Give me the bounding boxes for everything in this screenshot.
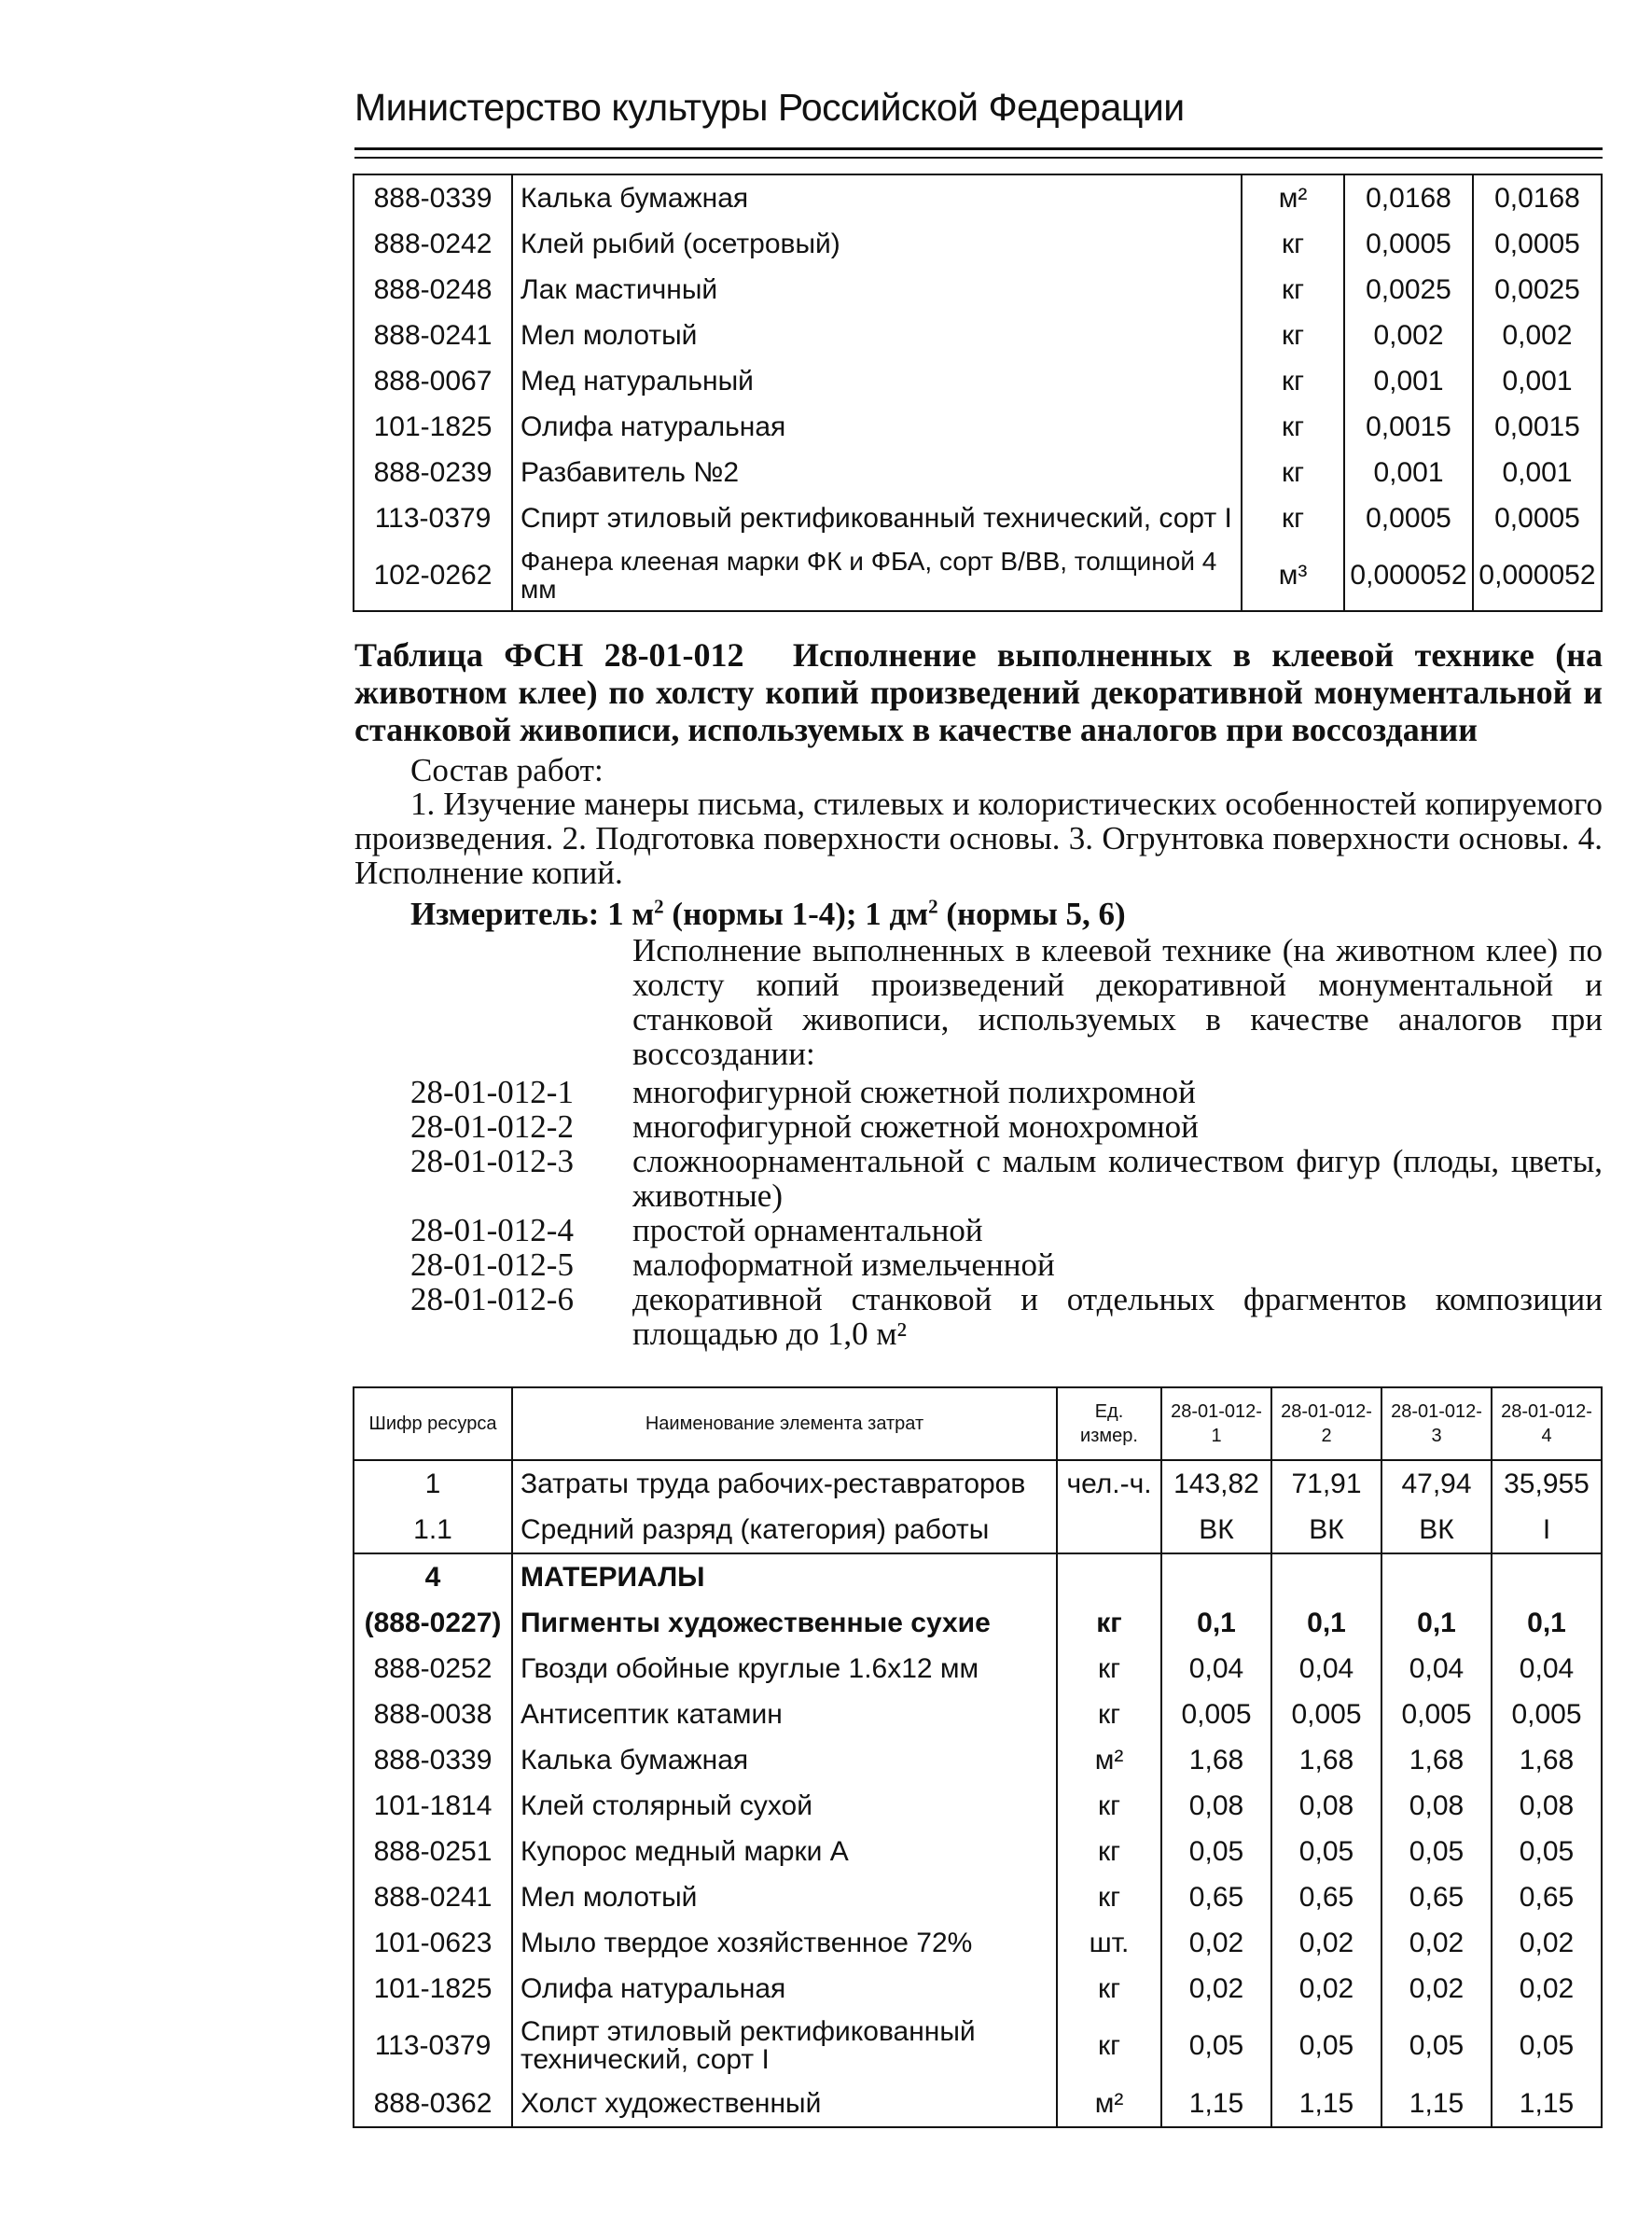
- table-row: [354, 2081, 1602, 2127]
- norm-code: 28-01-012-1: [410, 1074, 574, 1110]
- resource-code: 888-0339: [354, 1737, 512, 1783]
- norm-description: многофигурной сюжетной монохромной: [632, 1108, 1199, 1145]
- norm-code: 28-01-012-2: [410, 1108, 574, 1145]
- resource-name: Фанера клееная марки ФК и ФБА, сорт В/ВВ, толщиной 4 мм: [512, 541, 1242, 611]
- resource-name: Мыло твердое хозяйственное 72%: [512, 1920, 1057, 1966]
- header-code: Шифр ресурса: [354, 1387, 512, 1460]
- resource-unit: кг: [1057, 1600, 1161, 1646]
- meter-sup: 2: [928, 895, 938, 918]
- resource-name: Затраты труда рабочих-реставраторов: [512, 1460, 1057, 1507]
- resource-unit: кг: [1057, 2012, 1161, 2081]
- norm-value: 0,05: [1271, 1829, 1381, 1874]
- norm-value: 0,02: [1381, 1920, 1492, 1966]
- table-row: [354, 1966, 1602, 2012]
- list-item: [410, 1075, 1603, 1109]
- norm-code: 28-01-012-5: [410, 1246, 574, 1283]
- meter-end: (нормы 5, 6): [937, 896, 1126, 932]
- norm-value: 0,0168: [1473, 174, 1602, 221]
- norm-value: ВК: [1161, 1507, 1271, 1553]
- norm-value: 1,68: [1492, 1737, 1602, 1783]
- norm-value: 0,001: [1344, 358, 1473, 404]
- running-header: Министерство культуры Российской Федерации: [354, 86, 1185, 129]
- norm-value: 0,05: [1381, 2012, 1492, 2081]
- norm-value: 0,0015: [1344, 404, 1473, 450]
- resource-name: Клей рыбий (осетровый): [512, 221, 1242, 267]
- resource-unit: кг: [1057, 1966, 1161, 2012]
- resource-unit: м²: [1242, 174, 1344, 221]
- resource-name: Пигменты художественные сухие: [512, 1600, 1057, 1646]
- list-item: [410, 1144, 1603, 1213]
- norm-value: I: [1492, 1507, 1602, 1553]
- resource-unit: м²: [1057, 1737, 1161, 1783]
- norm-value: 0,65: [1492, 1874, 1602, 1920]
- norm-value: ВК: [1271, 1507, 1381, 1553]
- norm-code: 28-01-012-4: [410, 1212, 574, 1248]
- norm-value: 0,08: [1161, 1783, 1271, 1829]
- resource-unit: кг: [1057, 1783, 1161, 1829]
- norm-value: 0,04: [1492, 1646, 1602, 1692]
- norm-value: 0,04: [1271, 1646, 1381, 1692]
- header-name: Наименование элемента затрат: [512, 1387, 1057, 1460]
- resource-unit: чел.-ч.: [1057, 1460, 1161, 1507]
- meter-mid: (нормы 1-4); 1 дм: [663, 896, 929, 932]
- table-row: [354, 1874, 1602, 1920]
- resource-name: Спирт этиловый ректификованный технический, сорт I: [512, 495, 1242, 541]
- resource-name: Холст художественный: [512, 2081, 1057, 2127]
- resource-name: Калька бумажная: [512, 1737, 1057, 1783]
- resource-code: 888-0038: [354, 1692, 512, 1737]
- norm-value: 0,1: [1271, 1600, 1381, 1646]
- norm-value: 0,005: [1161, 1692, 1271, 1737]
- table-row: [354, 450, 1602, 495]
- resource-unit: м²: [1057, 2081, 1161, 2127]
- resource-name: Лак мастичный: [512, 267, 1242, 313]
- norm-value: 1,68: [1271, 1737, 1381, 1783]
- table-row: [354, 2012, 1602, 2081]
- resource-name: Антисептик катамин: [512, 1692, 1057, 1737]
- resource-code: 113-0379: [354, 495, 512, 541]
- resource-unit: кг: [1057, 1829, 1161, 1874]
- norm-value: 71,91: [1271, 1460, 1381, 1507]
- norm-value: 0,1: [1492, 1600, 1602, 1646]
- resource-code: (888-0227): [354, 1600, 512, 1646]
- norm-value: 0,0025: [1344, 267, 1473, 313]
- resource-code: 102-0262: [354, 541, 512, 611]
- norm-value: 1,68: [1161, 1737, 1271, 1783]
- resource-name: Мел молотый: [512, 1874, 1057, 1920]
- header-norm-4: 28-01-012-4: [1492, 1387, 1602, 1460]
- norms-intro: Исполнение выполненных в клеевой технике (на животном клее) по холсту копий произведений декоративной монументальной и станковой живописи, используемых в качестве аналогов при воссоздании:: [632, 932, 1603, 1072]
- table-number: Таблица ФСН 28-01-012: [354, 636, 744, 674]
- resource-unit: кг: [1242, 267, 1344, 313]
- resource-code: 888-0241: [354, 313, 512, 358]
- norm-value: 0,08: [1381, 1783, 1492, 1829]
- norm-value: 1,15: [1381, 2081, 1492, 2127]
- resource-unit: кг: [1057, 1646, 1161, 1692]
- norm-value: 0,05: [1492, 2012, 1602, 2081]
- norm-value: 0,02: [1161, 1966, 1271, 2012]
- norm-list: [410, 1075, 1603, 1351]
- norm-description: декоративной станковой и отдельных фрагментов композиции площадью до 1,0 м²: [632, 1281, 1603, 1352]
- norm-value: 0,02: [1161, 1920, 1271, 1966]
- norm-value: 0,02: [1492, 1920, 1602, 1966]
- table-row: [354, 1737, 1602, 1783]
- norm-value: 0,65: [1381, 1874, 1492, 1920]
- resource-unit: кг: [1242, 495, 1344, 541]
- resource-code: 888-0241: [354, 1874, 512, 1920]
- resource-code: 1: [354, 1460, 512, 1507]
- resource-code: 113-0379: [354, 2012, 512, 2081]
- table-title: Исполнение выполненных в клеевой технике (на животном клее) по холсту копий произведений декоративной монументальной и станковой живописи, используемых в качестве аналогов при воссоздании: [354, 636, 1603, 748]
- table-row: [354, 495, 1602, 541]
- norm-value: 0,000052: [1473, 541, 1602, 611]
- resource-unit: кг: [1242, 358, 1344, 404]
- norm-value: 0,005: [1271, 1692, 1381, 1737]
- table-row: [354, 1692, 1602, 1737]
- resource-code: 888-0242: [354, 221, 512, 267]
- norm-description: простой орнаментальной: [632, 1212, 983, 1248]
- norm-value: 0,002: [1473, 313, 1602, 358]
- table-row: [354, 1646, 1602, 1692]
- resource-unit: [1057, 1507, 1161, 1553]
- norm-value: 0,0025: [1473, 267, 1602, 313]
- resource-code: 888-0252: [354, 1646, 512, 1692]
- table-caption: [354, 636, 1603, 748]
- table-row: [354, 1920, 1602, 1966]
- table-row: [354, 404, 1602, 450]
- table-row: [354, 313, 1602, 358]
- table-row: [354, 1783, 1602, 1829]
- resource-code: 888-0239: [354, 450, 512, 495]
- table-row: [354, 1600, 1602, 1646]
- norm-value: 0,05: [1381, 1829, 1492, 1874]
- table-row: [354, 1460, 1602, 1507]
- norm-value: 143,82: [1161, 1460, 1271, 1507]
- norm-value: 0,65: [1271, 1874, 1381, 1920]
- resource-code: 101-0623: [354, 1920, 512, 1966]
- norm-value: 0,05: [1161, 1829, 1271, 1874]
- table-header-row: [354, 1387, 1602, 1460]
- resource-name: Разбавитель №2: [512, 450, 1242, 495]
- meter-sup: 2: [654, 895, 664, 918]
- resource-code: 101-1814: [354, 1783, 512, 1829]
- list-item: [410, 1282, 1603, 1351]
- header-rule: [354, 147, 1603, 150]
- norm-description: многофигурной сюжетной полихромной: [632, 1074, 1196, 1110]
- norm-code: 28-01-012-3: [410, 1143, 574, 1179]
- resource-unit: [1057, 1553, 1161, 1600]
- norm-value: 0,65: [1161, 1874, 1271, 1920]
- norm-value: 0,04: [1381, 1646, 1492, 1692]
- resource-code: 888-0248: [354, 267, 512, 313]
- resource-name: МАТЕРИАЛЫ: [512, 1553, 1057, 1600]
- norm-value: 0,0168: [1344, 174, 1473, 221]
- norm-value: 0,1: [1161, 1600, 1271, 1646]
- norm-value: 0,08: [1492, 1783, 1602, 1829]
- norm-value: 0,05: [1161, 2012, 1271, 2081]
- composition-label: Состав работ:: [410, 752, 604, 788]
- norm-value: 1,15: [1161, 2081, 1271, 2127]
- norm-value: 0,0015: [1473, 404, 1602, 450]
- norm-value: ВК: [1381, 1507, 1492, 1553]
- norm-value: 0,0005: [1344, 221, 1473, 267]
- list-item: [410, 1247, 1603, 1282]
- norm-value: 1,15: [1492, 2081, 1602, 2127]
- norm-value: 0,0005: [1473, 495, 1602, 541]
- norm-value: 0,02: [1381, 1966, 1492, 2012]
- resource-name: Средний разряд (категория) работы: [512, 1507, 1057, 1553]
- norm-value: 1,68: [1381, 1737, 1492, 1783]
- resource-code: 101-1825: [354, 404, 512, 450]
- resource-name: Олифа натуральная: [512, 1966, 1057, 2012]
- resource-name: Олифа натуральная: [512, 404, 1242, 450]
- norm-description: сложноорнаментальной с малым количеством фигур (плоды, цветы, животные): [632, 1143, 1603, 1214]
- header-norm-2: 28-01-012-2: [1271, 1387, 1381, 1460]
- resource-code: 1.1: [354, 1507, 512, 1553]
- header-norm-3: 28-01-012-3: [1381, 1387, 1492, 1460]
- resource-name: Купорос медный марки А: [512, 1829, 1057, 1874]
- resource-code: 888-0067: [354, 358, 512, 404]
- norm-value: 0,05: [1492, 1829, 1602, 1874]
- norm-value: 47,94: [1381, 1460, 1492, 1507]
- norm-value: 0,05: [1271, 2012, 1381, 2081]
- resource-name: Спирт этиловый ректификованный технический, сорт I: [512, 2012, 1057, 2081]
- norm-value: 0,0005: [1344, 495, 1473, 541]
- resource-code: 888-0251: [354, 1829, 512, 1874]
- list-item: [410, 1109, 1603, 1144]
- resource-unit: кг: [1057, 1692, 1161, 1737]
- composition-text: 1. Изучение манеры письма, стилевых и колористических особенностей копируемого произведения. 2. Подготовка поверхности основы. 3. Огрунтовка поверхности основы. 4. Исполнение копий.: [354, 786, 1603, 891]
- header-norm-1: 28-01-012-1: [1161, 1387, 1271, 1460]
- norm-value: 0,001: [1473, 358, 1602, 404]
- resource-code: 101-1825: [354, 1966, 512, 2012]
- table-row: [354, 358, 1602, 404]
- norm-value: [1161, 1553, 1271, 1600]
- norm-description: малоформатной измельченной: [632, 1246, 1055, 1283]
- table-row: [354, 267, 1602, 313]
- norm-value: 1,15: [1271, 2081, 1381, 2127]
- norm-value: [1492, 1553, 1602, 1600]
- norm-value: 0,000052: [1344, 541, 1473, 611]
- norm-value: 0,02: [1492, 1966, 1602, 2012]
- resource-unit: кг: [1242, 450, 1344, 495]
- table-row: [354, 541, 1602, 611]
- resource-name: Гвозди обойные круглые 1.6х12 мм: [512, 1646, 1057, 1692]
- meter-label: Измеритель: 1 м: [410, 896, 655, 932]
- norm-value: 0,001: [1344, 450, 1473, 495]
- resource-unit: м³: [1242, 541, 1344, 611]
- resource-code: 888-0339: [354, 174, 512, 221]
- norm-value: 0,005: [1492, 1692, 1602, 1737]
- resource-name: Клей столярный сухой: [512, 1783, 1057, 1829]
- header-unit: Ед. измер.: [1057, 1387, 1161, 1460]
- resource-unit: кг: [1057, 1874, 1161, 1920]
- norm-value: 0,1: [1381, 1600, 1492, 1646]
- norm-value: 0,002: [1344, 313, 1473, 358]
- resource-name: Калька бумажная: [512, 174, 1242, 221]
- header-rule-thin: [354, 157, 1603, 159]
- resource-unit: кг: [1242, 313, 1344, 358]
- table-row: [354, 174, 1602, 221]
- resource-unit: кг: [1242, 404, 1344, 450]
- norm-value: 0,001: [1473, 450, 1602, 495]
- norm-code: 28-01-012-6: [410, 1281, 574, 1317]
- resource-code: 4: [354, 1553, 512, 1600]
- norm-value: 0,04: [1161, 1646, 1271, 1692]
- top-resource-table: [353, 174, 1603, 612]
- resource-unit: кг: [1242, 221, 1344, 267]
- resource-name: Мел молотый: [512, 313, 1242, 358]
- resource-code: 888-0362: [354, 2081, 512, 2127]
- list-item: [410, 1213, 1603, 1247]
- table-row: [354, 1507, 1602, 1553]
- norm-value: [1381, 1553, 1492, 1600]
- norm-value: 0,02: [1271, 1920, 1381, 1966]
- meter-line: [410, 896, 1126, 933]
- norm-value: 35,955: [1492, 1460, 1602, 1507]
- main-resource-table: [353, 1386, 1603, 2128]
- norm-value: [1271, 1553, 1381, 1600]
- norm-value: 0,08: [1271, 1783, 1381, 1829]
- norm-value: 0,005: [1381, 1692, 1492, 1737]
- resource-unit: шт.: [1057, 1920, 1161, 1966]
- norm-value: 0,0005: [1473, 221, 1602, 267]
- table-row: [354, 1829, 1602, 1874]
- table-row: [354, 1553, 1602, 1600]
- resource-name: Мед натуральный: [512, 358, 1242, 404]
- norm-value: 0,02: [1271, 1966, 1381, 2012]
- table-row: [354, 221, 1602, 267]
